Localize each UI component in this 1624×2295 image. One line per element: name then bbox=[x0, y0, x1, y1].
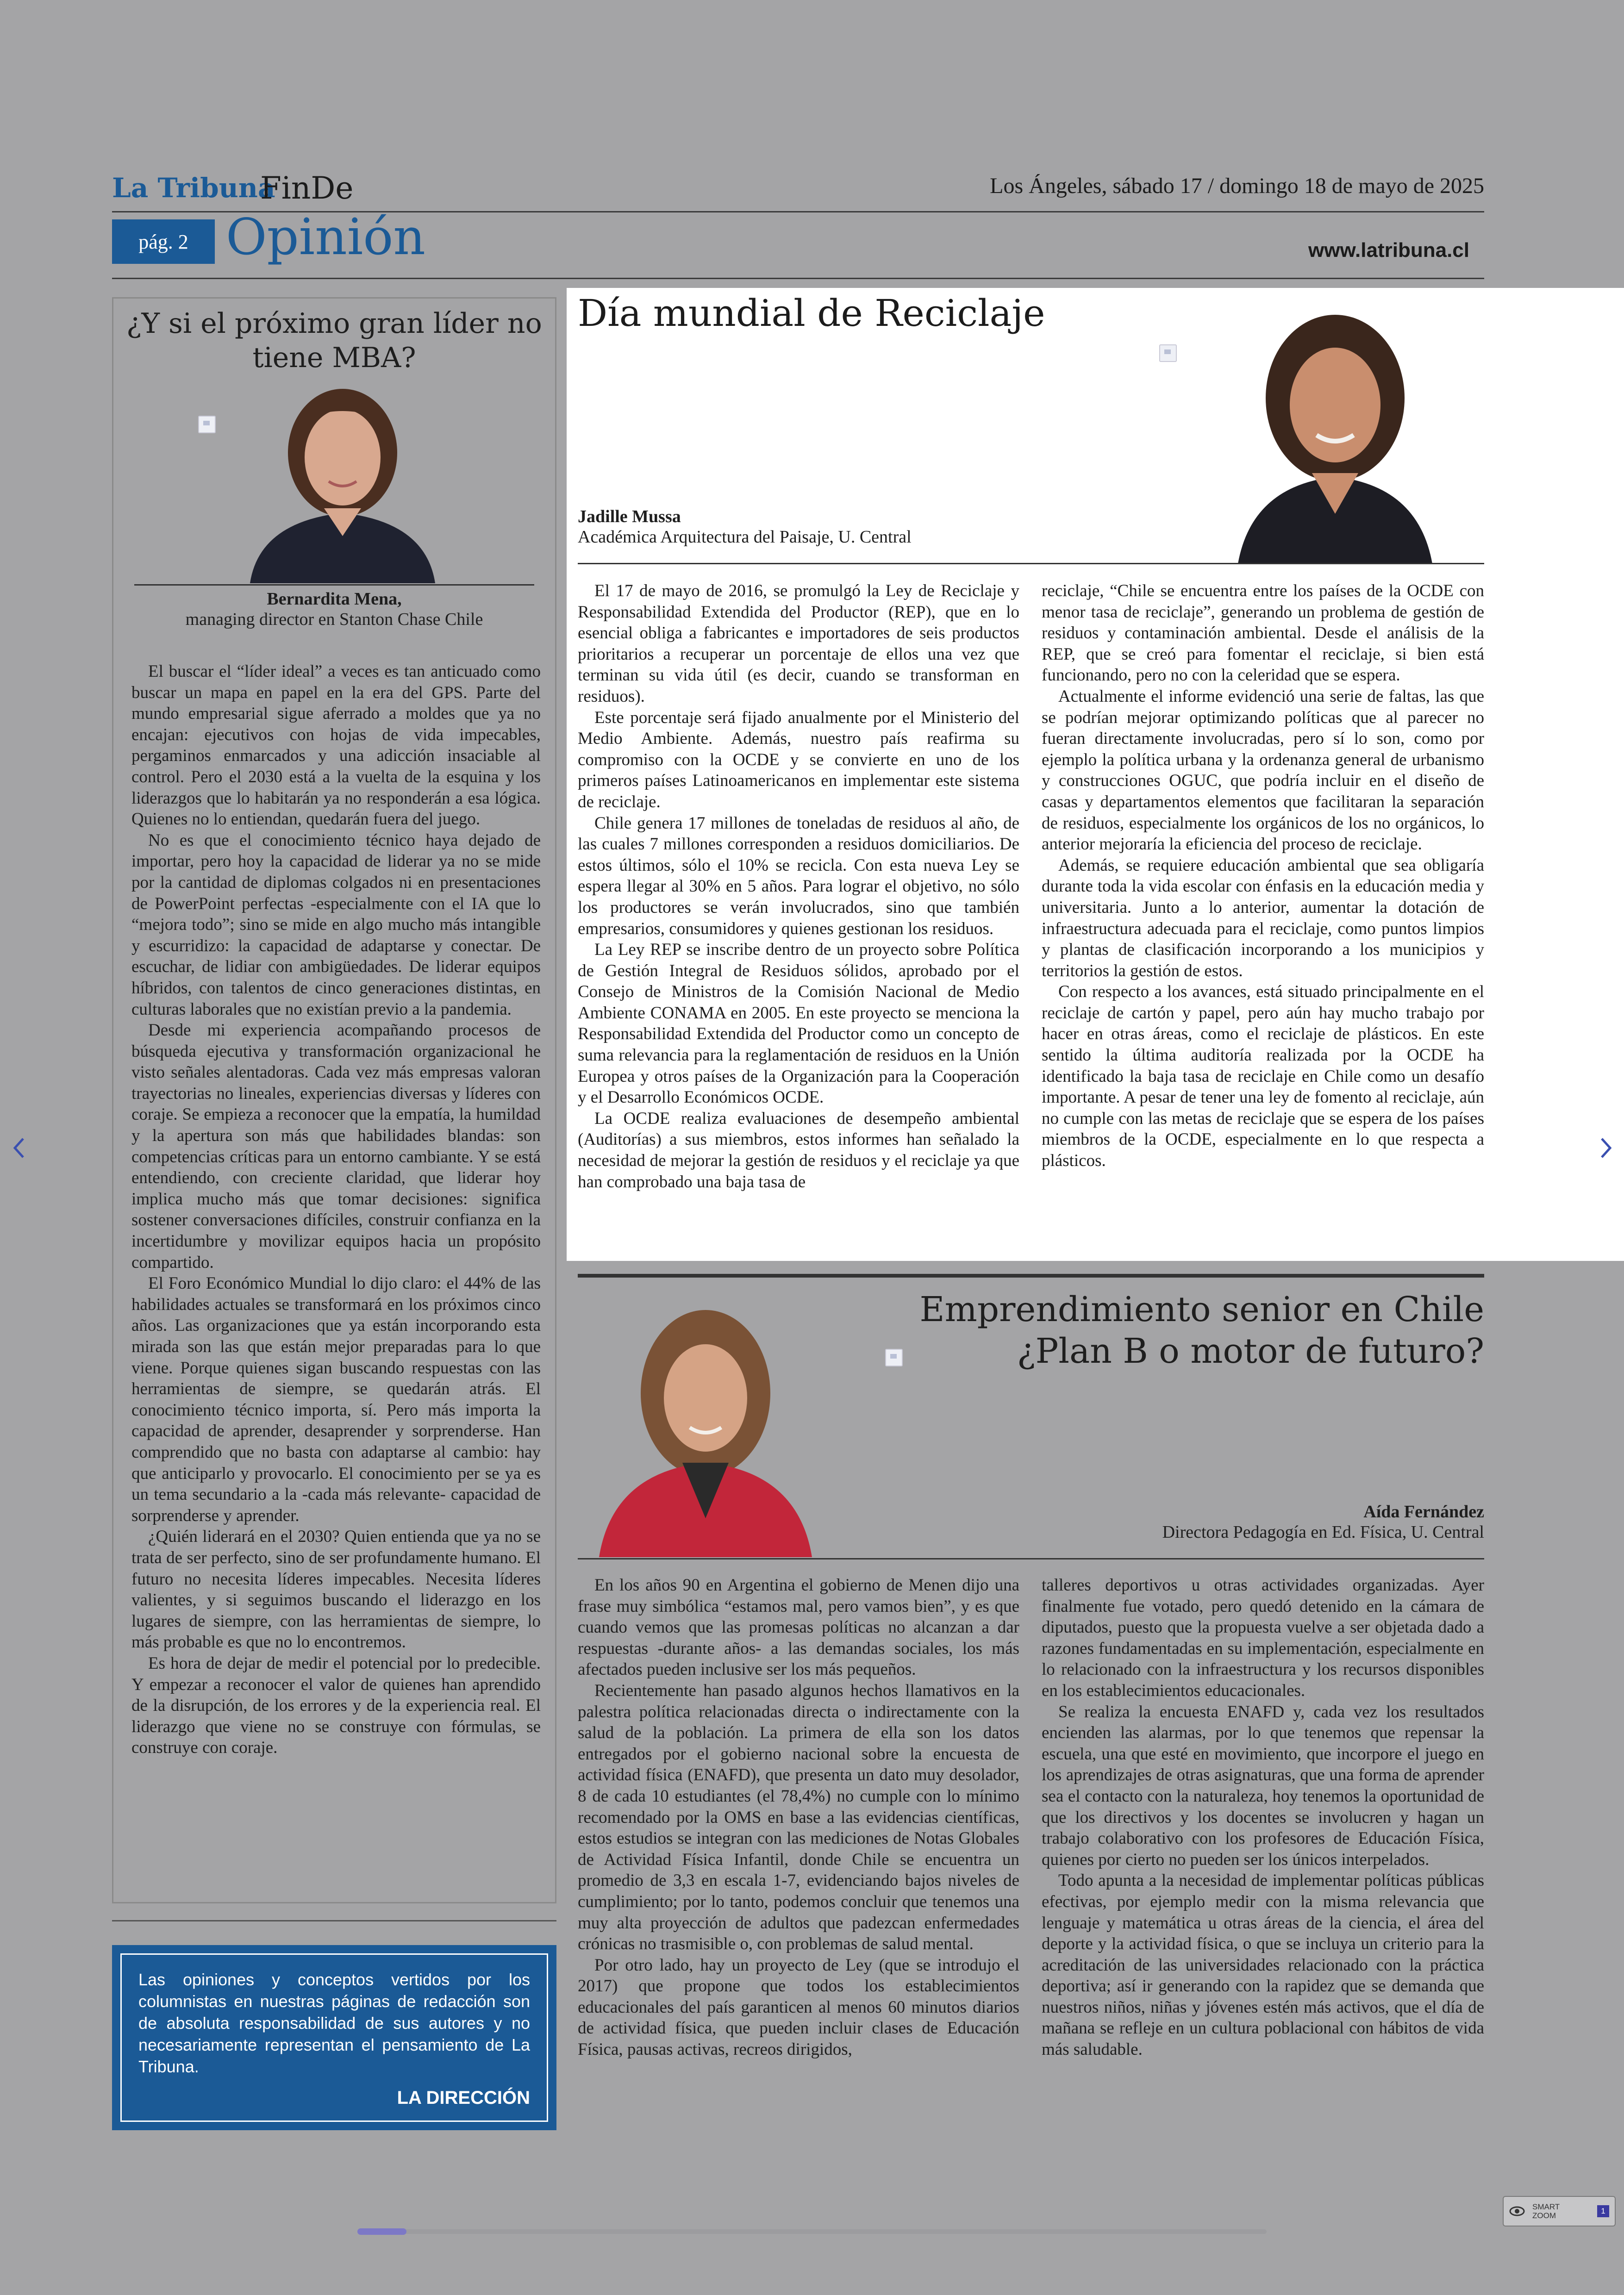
disclaimer-text: Las opiniones y conceptos vertidos por los columnistas en nuestras páginas de redacción son de absoluta responsabilidad de sus autores y no necesariamente representan el pensamiento de La Tribuna. bbox=[138, 1970, 530, 2076]
author-photo-bernardita bbox=[231, 383, 454, 583]
bottom-article-title-line1: Emprendimiento senior en Chile bbox=[919, 1290, 1484, 1329]
page-scrollbar-thumb[interactable] bbox=[357, 2228, 406, 2235]
paragraph: El Foro Económico Mundial lo dijo claro: el 44% de las habilidades actuales se transformará en los próximos cinco años. Las organizaciones que ya están incorporando esta mirada son las que están mejor preparadas para lo que viene. Porque quienes sigan buscando respuestas con las herramientas de siempre, se quedarán atrás. El conocimiento técnico importa, sí. Pero más importa la capacidad de aprender, desaprender y sorprenderse. Han comprendido que no basta con adaptarse al cambio: hay que anticiparlo y provocarlo. El conocimiento per se ya es un tema secundario a la -cada más relevante- capacidad de sorprenderse y aprender. bbox=[131, 1274, 541, 1525]
paragraph: Con respecto a los avances, está situado principalmente en el reciclaje de cartón y papel, pero aún hay mucho trabajo por hacer en otras áreas, como el reciclaje de plásticos. En este sentido la última auditoría realizada por la OCDE ha identificado la baja tasa de reciclaje en Chile como un desafío importante. A pesar de tener una ley de fomento al reciclaje, aún no cumple con las metas de reciclaje que se espera de los países miembros de la OCDE, especialmente en lo que respecta a plásticos. bbox=[1042, 982, 1484, 1171]
paragraph: Es hora de dejar de medir el potencial por lo predecible. Y empezar a reconocer el valor de quienes han aprendido de la disrupción, de los errores y de la experiencia real. El liderazgo que viene no se construye con fórmulas, se construye con coraje. bbox=[131, 1653, 541, 1758]
paragraph: ¿Quién liderará en el 2030? Quien entienda que ya no se trata de ser perfecto, sino de ser profundamente humano. El futuro no necesita líderes impecables. Necesita líderes valientes, y si seguimos buscando el liderazgo en los lugares de siempre, con las herramientas de siempre, lo más probable es que no lo encontremos. bbox=[131, 1527, 541, 1652]
left-bottom-rule bbox=[112, 1920, 556, 1921]
paragraph: talleres deportivos u otras actividades organizadas. Ayer finalmente fue votado, pero quedó detenido en la cámara de diputados, puesto que la propuesta vuelve a ser objetada dado a razones fundamentadas en su implementación, especialmente en lo relacionado con la infraestructura y los recursos disponibles en los establecimientos educacionales. bbox=[1042, 1576, 1484, 1700]
top-author-rule bbox=[578, 563, 1484, 564]
next-page-button[interactable] bbox=[1593, 1129, 1620, 1166]
image-placeholder-icon bbox=[198, 416, 216, 433]
author-photo-jadille bbox=[1210, 296, 1451, 564]
top-article-col1 bbox=[578, 580, 1019, 1192]
smart-zoom-badge: 1 bbox=[1597, 2205, 1609, 2217]
bottom-article-col2 bbox=[1042, 1575, 1484, 2060]
eye-icon bbox=[1509, 2206, 1525, 2216]
author-photo-aida bbox=[581, 1296, 840, 1557]
masthead-bottom-rule bbox=[112, 278, 1484, 279]
smart-zoom-label: SMART bbox=[1532, 2202, 1560, 2211]
top-article-title: Día mundial de Reciclaje bbox=[578, 292, 1045, 335]
website[interactable]: www.latribuna.cl bbox=[1308, 239, 1469, 262]
prev-page-button[interactable] bbox=[5, 1129, 32, 1166]
image-placeholder-icon bbox=[885, 1349, 903, 1366]
disclaimer-box bbox=[112, 1945, 556, 2130]
masthead-date: Los Ángeles, sábado 17 / domingo 18 de mayo de 2025 bbox=[990, 174, 1484, 198]
left-article-title: ¿Y si el próximo gran líder no tiene MBA? bbox=[126, 307, 542, 374]
paragraph: No es que el conocimiento técnico haya dejado de importar, pero hoy la capacidad de liderar ya no se mide por la cantidad de diplomas colgados ni en presentaciones de PowerPoint perfectas -especialmente con el IA que lo “mejora todo”; sino se mide en algo mucho más intangible y escurridizo: la capacidad de adaptarse y conectar. De escuchar, de lidiar con ambigüedades. De liderar equipos híbridos, con talentos de cinco generaciones distintas, en culturas laborales que no existían previo a la pandemia. bbox=[131, 830, 541, 1019]
paragraph: Además, se requiere educación ambiental que sea obligaría durante toda la vida escolar con énfasis en la educación media y universitaria. Junto a lo anterior, aumentar la dotación de infraestructura adecuada para el reciclaje, como puntos limpios y plantas de clasificación incorporando a los municipios y territorios la gestión de estos. bbox=[1042, 855, 1484, 980]
top-article-col2 bbox=[1042, 580, 1484, 1172]
top-author-role: Académica Arquitectura del Paisaje, U. Central bbox=[578, 527, 912, 547]
bottom-article-col1 bbox=[578, 1575, 1019, 2060]
bottom-author-rule bbox=[578, 1558, 1484, 1559]
bottom-article-title-line2: ¿Plan B o motor de futuro? bbox=[1017, 1331, 1484, 1371]
paragraph: En los años 90 en Argentina el gobierno de Menen dijo una frase muy simbólica “estamos mal, pero vamos bien”, y es que cuando vemos que las promesas políticas no alcanzan a dar respuestas -durante años- a las demandas sociales, los más afectados pueden inclusive ser los más pequeños. bbox=[578, 1576, 1019, 1679]
page-title: Opinión bbox=[226, 208, 425, 266]
paragraph: La Ley REP se inscribe dentro de un proyecto sobre Política de Gestión Integral de Residuos sólidos, aprobado por el Consejo de Ministros de la Comisión Nacional de Medio Ambiente CONAMA en 2005. En este proyecto se menciona la Responsabilidad Extendida del Productor como un concepto de suma relevancia para la reglamentación de residuos en la Unión Europea y otros países de la Organización para la Cooperación y el Desarrollo Económicos OCDE. bbox=[578, 940, 1019, 1107]
paragraph: reciclaje, “Chile se encuentra entre los países de la OCDE con menor tasa de reciclaje”, generando un problema de gestión de residuos y contaminación ambiental. Desde el análisis de la REP, que se creó para fomentar el reciclaje, si bien está funcionando, pero no con la celeridad que se espera. bbox=[1042, 581, 1484, 685]
paragraph: Chile genera 17 millones de toneladas de residuos al año, de las cuales 7 millones corresponden a residuos domiciliarios. De estos últimos, sólo el 10% se recicla. Con esta nueva Ley se espera llegar al 30% en 5 años. Para lograr el objetivo, no sólo los productores se verán involucrados, sino que también empresarios, consumidores y quienes gestionan los residuos. bbox=[578, 813, 1019, 938]
paragraph: Por otro lado, hay un proyecto de Ley (que se introdujo el 2017) que propone que todos los establecimientos educacionales del país garanticen al menos 60 minutos diarios de actividad física, que pueden incluir clases de Educación Física, pausas activas, recreos dirigidos, bbox=[578, 1955, 1019, 2059]
bottom-author-name: Aída Fernández bbox=[1363, 1502, 1484, 1522]
chevron-right-icon bbox=[1600, 1137, 1613, 1159]
paragraph: Este porcentaje será fijado anualmente por el Ministerio del Medio Ambiente. Además, nuestro país reafirma su compromiso con la OCDE y se convierte en uno de los primeros países Latinoamericanos en implementar este sistema de reciclaje. bbox=[578, 708, 1019, 811]
page-scrollbar-track[interactable] bbox=[357, 2229, 1267, 2234]
page-badge: pág. 2 bbox=[112, 219, 215, 264]
masthead-brand: La Tribuna bbox=[112, 172, 275, 204]
paragraph: Se realiza la encuesta ENAFD y, cada vez los resultados encienden las alarmas, por lo que tenemos que repensar la escuela, una que esté en movimiento, que incorpore el juego en los aprendizajes de otras asignaturas, que una forma de aprender sea el contacto con la naturaleza, hoy tenemos la oportunidad de que los directivos y los docentes se involucren y hagan un trabajo colaborativo con los profesores de Educación Física, quienes por cierto no pueden ser los únicos interpelados. bbox=[1042, 1702, 1484, 1869]
paragraph: Desde mi experiencia acompañando procesos de búsqueda ejecutiva y transformación organizacional he visto señales alentadoras. Cada vez más empresas valoran trayectorias no lineales, experiencias diversas y líderes con coraje. Se empieza a reconocer que la empatía, la humildad y la apertura son más que habilidades blandas: son competencias críticas para un entorno cambiante. Y se está entendiendo, con creciente claridad, que liderar hoy implica mucho más que tomar decisiones: significa sostener conversaciones difíciles, construir confianza en la incertidumbre y movilizar equipos hacia un propósito compartido. bbox=[131, 1021, 541, 1272]
paragraph: La OCDE realiza evaluaciones de desempeño ambiental (Auditorías) a sus miembros, estos informes han señalado la necesidad de mejorar la gestión de residuos y el reciclaje ya que han comprobado una baja tasa de bbox=[578, 1109, 1019, 1191]
left-article-body bbox=[131, 661, 541, 1759]
left-author-role: managing director en Stanton Chase Chile bbox=[185, 610, 483, 629]
left-author-name: Bernardita Mena, bbox=[267, 589, 402, 609]
bottom-article-top-rule bbox=[578, 1274, 1484, 1278]
chevron-left-icon bbox=[12, 1137, 25, 1159]
smart-zoom-button[interactable] bbox=[1503, 2196, 1616, 2226]
top-author-name: Jadille Mussa bbox=[578, 507, 681, 526]
paragraph: Actualmente el informe evidenció una serie de faltas, las que se podrían mejorar optimizando políticas que al parecer no fueran directamente involucradas, pero sí lo son, como por ejemplo la política urbana y la ordenanza general de urbanismo y construcciones OGUC, que podría incluir en el diseño de casas y departamentos elementos que facilitaran la separación de residuos, especialmente los orgánicos de los no orgánicos, lo anterior mejoraría la eficiencia del proceso de reciclaje. bbox=[1042, 686, 1484, 854]
paragraph: Todo apunta a la necesidad de implementar políticas públicas efectivas, por ejemplo medir con la misma relevancia que lenguaje y matemática u otras áreas de la ciencia, el área del deporte y la actividad física, o que se incluya un criterio para la acreditación de las universidades relacionado con la práctica deportiva; así ir generando con la rapidez que se demanda que nuestros niños, niñas y jóvenes estén más activos, que el día de mañana se refleje en un cultura poblacional con hábitos de vida más saludable. bbox=[1042, 1871, 1484, 2059]
disclaimer-signature: LA DIRECCIÓN bbox=[397, 2088, 530, 2108]
bottom-author-role: Directora Pedagogía en Ed. Física, U. Central bbox=[1162, 1522, 1484, 1542]
paragraph: El buscar el “líder ideal” a veces es tan anticuado como buscar un mapa en papel en la era del GPS. Parte del mundo empresarial sigue aferrado a moldes que ya no encajan: ejecutivos con hojas de vida impecables, pergaminos enmarcados y una adicción insaciable al control. Pero el 2030 está a la vuelta de la esquina y los liderazgos que lo habitarán ya no responderán a esa lógica. Quienes no lo entiendan, quedarán fuera del juego. bbox=[131, 662, 541, 829]
image-placeholder-icon bbox=[1159, 344, 1177, 362]
smart-zoom-label: ZOOM bbox=[1532, 2211, 1556, 2220]
paragraph: El 17 de mayo de 2016, se promulgó la Ley de Reciclaje y Responsabilidad Extendida del Productor (REP), que en lo esencial obliga a fabricantes e importadores de seis productos prioritarios a recuperar un porcentaje de ellos una vez que terminan su vida útil (es decir, cuando se transforman en residuos). bbox=[578, 581, 1019, 706]
paragraph: Recientemente han pasado algunos hechos llamativos en la palestra política relacionadas directa o indirectamente con la salud de la población. La primera de ella son los datos entregados por el gobierno nacional sobre la encuesta de actividad física (ENAFD), que presenta un dato muy desolador, 8 de cada 10 estudiantes (el 78,4%) no cumple con lo mínimo recomendado por la OMS en base a las evidencias científicas, estos estudios se integran con las mediciones de Notas Globales de Actividad Física Infantil, donde Chile se encuentra un promedio de 3,3 en escala 1-7, evidenciando bajos niveles de cumplimiento; por lo tanto, podemos concluir que tenemos una muy alta proyección de adultos que padezcan enfermedades crónicas no trasmisible o, con problemas de salud mental. bbox=[578, 1681, 1019, 1954]
masthead-section: FinDe bbox=[260, 170, 354, 206]
left-author-rule bbox=[134, 584, 534, 586]
